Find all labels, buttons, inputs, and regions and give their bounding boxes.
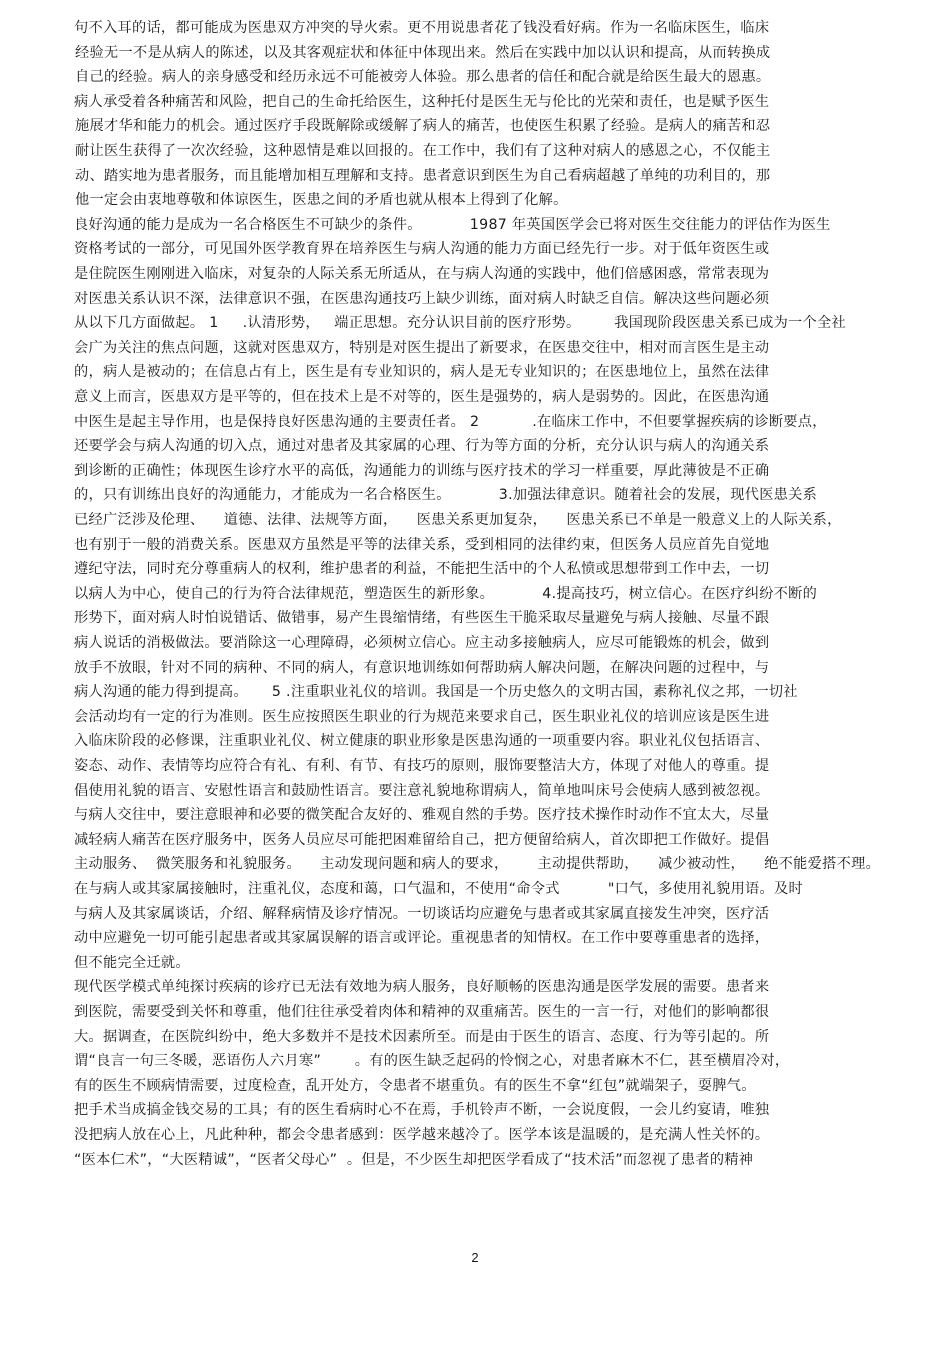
text-line: 病人说话的消极做法。要消除这一心理障碍，必须树立信心。应主动多接触病人，应尽可能锻炼的机会，做到 (74, 635, 770, 651)
text-line: 已经广泛涉及伦理、 道德、法律、法规等方面， 医患关系更加复杂， 医患关系已不单是一般意义上的人际关系， (74, 512, 842, 528)
text-line: 在与病人或其家属接触时，注重礼仪，态度和蔼，口气温和，不使用“命令式 "口气，多使用礼貌用语。及时 (74, 881, 804, 897)
text-line: 还要学会与病人沟通的切入点，通过对患者及其家属的心理、行为等方面的分析，充分认识与病人的沟通关系 (74, 438, 770, 455)
text-line: 没把病人放在心上，凡此种种，都会令患者感到：医学越来越冷了。医学本该是温暖的，是充满人性关怀的。 (74, 1127, 770, 1143)
text-line: 倡使用礼貌的语言、安慰性语言和鼓励性语言。要注意礼貌地称谓病人，简单地叫床号会使病人感到被忽视。 (74, 782, 770, 799)
text-line: 对医患关系认识不深，法律意识不强，在医患沟通技巧上缺少训练，面对病人时缺乏自信。解决这些问题必须 (74, 290, 770, 307)
text-line: 中医生是起主导作用，也是保持良好医患沟通的主要责任者。 2 .在临床工作中，不但要掌握疾病的诊断要点， (74, 413, 827, 430)
text-line: 有的医生不顾病情需要，过度检查，乱开处方，令患者不堪重负。有的医生不拿“红包”就端架子，耍脾气。 (74, 1077, 756, 1094)
text-line: 主动服务、 微笑服务和礼貌服务。 主动发现问题和病人的要求， 主动提供帮助， 减少被动性， 绝不能爱搭不理。 (74, 856, 881, 873)
text-line: 以病人为中心，使自己的行为符合法律规范，塑造医生的新形象。 4.提高技巧，树立信心。在医疗纠纷不断的 (74, 585, 818, 602)
text-line: 把手术当成搞金钱交易的工具；有的医生看病时心不在焉，手机铃声不断，一会说度假，一会儿约宴请，唯独 (74, 1102, 770, 1119)
text-line: 放手不放眼，针对不同的病种、不同的病人，有意识地训练如何帮助病人解决问题，在解决问题的过程中，与 (74, 659, 770, 676)
text-line: 也有别于一般的消费关系。医患双方虽然是平等的法律关系，受到相同的法律约束，但医务人员应首先自觉地 (74, 536, 770, 553)
text-line: 形势下，面对病人时怕说错话、做错事，易产生畏缩情绪，有些医生干脆采取尽量避免与病人接触、尽量不跟 (74, 610, 770, 627)
text-line: 谓“良言一句三冬暖，恶语伤人六月寒” 。有的医生缺乏起码的怜悯之心，对患者麻木不仁，甚至横眉冷对， (74, 1053, 790, 1070)
text-line: “医本仁术”，“大医精诚”，“医者父母心” 。但是，不少医生却把医学看成了“技术活”而忽视了患者的精神 (74, 1151, 754, 1168)
text-line: 自己的经验。病人的亲身感受和经历永远不可能被旁人体验。那么患者的信任和配合就是给医生最大的恩惠。 (75, 69, 771, 86)
text-line: 的，病人是被动的；在信息占有上，医生是有专业知识的，病人是无专业知识的；在医患地位上，虽然在法律 (74, 364, 770, 381)
text-line: 是住院医生刚刚进入临床，对复杂的人际关系无所适从，在与病人沟通的实践中，他们倍感困惑，常常表现为 (74, 266, 770, 282)
text-line: 姿态、动作、表情等均应符合有礼、有利、有节、有技巧的原则，服饰要整洁大方，体现了对他人的尊重。提 (74, 758, 770, 774)
text-line: 会广为关注的焦点问题，这就对医患双方，特别是对医生提出了新要求，在医患交往中，相对而言医生是主动 (74, 339, 770, 356)
page-number: 2 (471, 1250, 479, 1265)
text-line: 但不能完全迁就。 (74, 954, 190, 971)
text-line: 经验无一不是从病人的陈述，以及其客观症状和体征中体现出来。然后在实践中加以认识和提高，从而转换成 (75, 44, 771, 61)
text-line: 入临床阶段的必修课，注重职业礼仪、树立健康的职业形象是医患沟通的一项重要内容。职业礼仪包括语言、 (74, 733, 770, 750)
text-line: 动中应避免一切可能引起患者或其家属误解的语言或评论。重视患者的知情权。在工作中要尊重患者的选择， (74, 930, 770, 947)
text-line: 与病人交往中，要注意眼神和必要的微笑配合友好的、雅观自然的手势。医疗技术操作时动作不宜太大，尽量 (74, 807, 770, 824)
text-line: 动、踏实地为患者服务，而且能增加相互理解和支持。患者意识到医生为自己看病超越了单纯的功利目的，那 (75, 167, 771, 184)
text-line: 到诊断的正确性；体现医生诊疗水平的高低，沟通能力的训练与医疗技术的学习一样重要，厚此薄彼是不正确 (74, 462, 770, 479)
text-line: 良好沟通的能力是成为一名合格医生不可缺少的条件。 1987 年英国医学会已将对医生交往能力的评估作为医生 (74, 216, 831, 233)
text-line: 减轻病人痛苦在医疗服务中，医务人员应尽可能把困难留给自己，把方便留给病人，首次即把工作做好。提倡 (74, 831, 770, 848)
text-line: 与病人及其家属谈话，介绍、解释病情及诊疗情况。一切谈话均应避免与患者或其家属直接发生冲突，医疗活 (74, 905, 770, 922)
text-line: 到医院，需要受到关怀和尊重，他们往往承受着肉体和精神的双重痛苦。医生的一言一行，对他们的影响都很 (74, 1004, 770, 1020)
text-line: 句不入耳的话，都可能成为医患双方冲突的导火索。更不用说患者花了钱没看好病。作为一名临床医生，临床 (74, 20, 770, 36)
text-line: 的，只有训练出良好的沟通能力，才能成为一名合格医生。 3.加强法律意识。随着社会的发展，现代医患关系 (74, 487, 818, 504)
text-line: 施展才华和能力的机会。通过医疗手段既解除或缓解了病人的痛苦，也使医生积累了经验。是病人的痛苦和忍 (75, 118, 771, 135)
text-line: 现代医学模式单纯探讨疾病的诊疗已无法有效地为病人服务，良好顺畅的医患沟通是医学发展的需要。患者来 (74, 979, 770, 996)
text-line: 从以下几方面做起。 1 .认清形势， 端正思想。充分认识目前的医疗形势。 我国现阶段医患关系已成为一个全社 (74, 315, 847, 332)
text-line: 会活动均有一定的行为准则。医生应按照医生职业的行为规范来要求自己，医生职业礼仪的培训应该是医生进 (74, 708, 770, 725)
text-line: 遵纪守法，同时充分尊重病人的权利，维护患者的利益，不能把生活中的个人私愤或思想带到工作中去，一切 (74, 561, 770, 578)
text-line: 资格考试的一部分，可见国外医学教育界在培养医生与病人沟通的能力方面已经先行一步。对于低年资医生或 (74, 241, 770, 258)
text-line: 病人沟通的能力得到提高。 5 .注重职业礼仪的培训。我国是一个历史悠久的文明古国，素称礼仪之邦，一切社 (74, 684, 798, 701)
text-line: 大。据调查，在医院纠纷中，绝大多数并不是技术因素所至。而是由于医生的语言、态度、行为等引起的。所 (74, 1028, 770, 1045)
text-line: 病人承受着各种痛苦和风险，把自己的生命托给医生，这种托付是医生无与伦比的光荣和责任，也是赋予医生 (74, 93, 770, 110)
text-line: 耐让医生获得了一次次经验，这种恩情是难以回报的。在工作中，我们有了这种对病人的感恩之心，不仅能主 (75, 143, 771, 159)
text-line: 他一定会由衷地尊敬和体谅医生，医患之间的矛盾也就从根本上得到了化解。 (75, 192, 568, 209)
text-line: 意义上而言，医患双方是平等的，但在技术上是不对等的，医生是强势的，病人是弱势的。因此，在医患沟通 (74, 389, 770, 405)
